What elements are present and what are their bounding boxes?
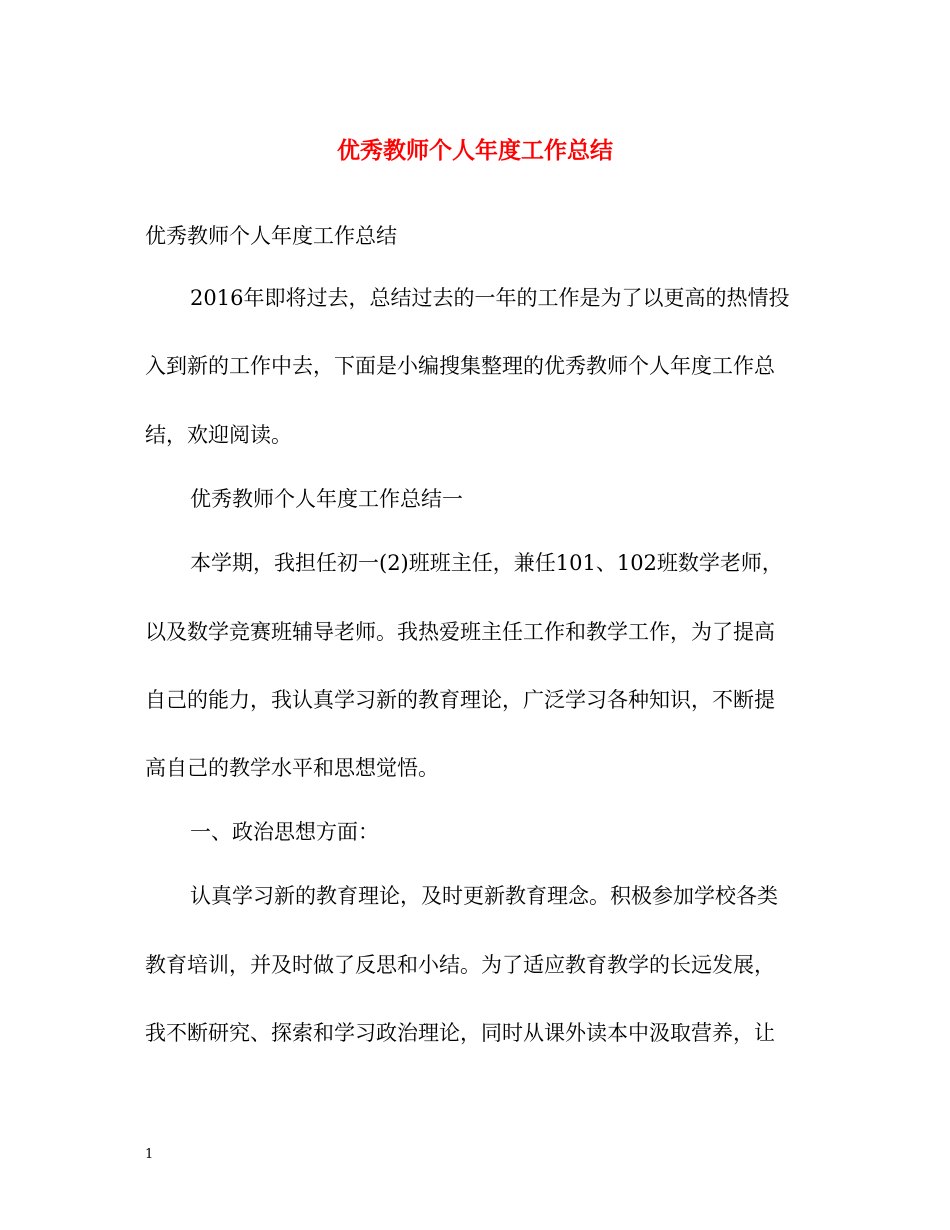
body-line: 自己的能力，我认真学习新的教育理论，广泛学习各种知识，不断提	[145, 688, 775, 712]
body-line: 2016年即将过去，总结过去的一年的工作是为了以更高的热情投	[190, 286, 790, 310]
body-line: 高自己的教学水平和思想觉悟。	[145, 756, 439, 780]
section-heading: 一、政治思想方面：	[190, 820, 379, 844]
body-line: 入到新的工作中去，下面是小编搜集整理的优秀教师个人年度工作总	[145, 354, 775, 378]
document-title: 优秀教师个人年度工作总结	[337, 137, 613, 164]
body-line: 认真学习新的教育理论，及时更新教育理念。积极参加学校各类	[190, 884, 778, 908]
body-line-subtitle: 优秀教师个人年度工作总结	[145, 224, 397, 248]
body-line: 以及数学竞赛班辅导老师。我热爱班主任工作和教学工作，为了提高	[145, 620, 775, 644]
page-number: 1	[145, 1147, 154, 1162]
body-line: 教育培训，并及时做了反思和小结。为了适应教育教学的长远发展，	[145, 953, 775, 977]
body-line: 本学期，我担任初一(2)班班主任，兼任101、102班数学老师，	[190, 551, 783, 575]
body-line: 我不断研究、探索和学习政治理论，同时从课外读本中汲取营养，让	[145, 1021, 775, 1045]
section-heading: 优秀教师个人年度工作总结一	[190, 487, 463, 511]
body-line: 结，欢迎阅读。	[145, 423, 292, 447]
